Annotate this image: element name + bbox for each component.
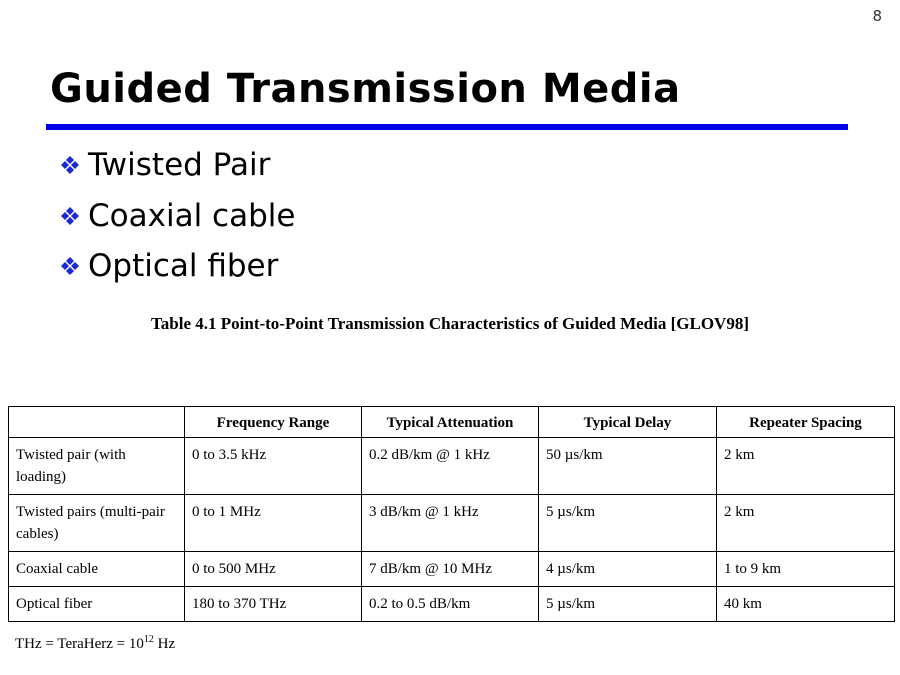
footnote-prefix: THz = TeraHerz = 10 xyxy=(15,636,144,652)
table-cell: 1 to 9 km xyxy=(717,552,895,587)
table-row xyxy=(9,552,895,587)
footnote-suffix: Hz xyxy=(153,636,176,652)
header-cell-typical-delay: Typical Delay xyxy=(539,407,717,438)
footnote xyxy=(15,636,175,653)
table-row xyxy=(9,587,895,622)
guided-media-table xyxy=(8,406,895,622)
table-cell: 0.2 dB/km @ 1 kHz xyxy=(362,438,539,495)
table-cell: Coaxial cable xyxy=(9,552,185,587)
bullet-label: Coaxial cable xyxy=(88,197,296,234)
table-cell: 5 µs/km xyxy=(539,587,717,622)
four-diamond-bullet-icon xyxy=(56,252,84,280)
four-diamond-bullet-icon xyxy=(56,151,84,179)
header-cell-frequency-range: Frequency Range xyxy=(185,407,362,438)
table-cell: 0 to 3.5 kHz xyxy=(185,438,362,495)
table-cell: 180 to 370 THz xyxy=(185,587,362,622)
table-row xyxy=(9,438,895,495)
title-underline-rule xyxy=(46,124,848,130)
table-cell: 7 dB/km @ 10 MHz xyxy=(362,552,539,587)
footnote-exponent: 12 xyxy=(143,634,154,645)
table-cell: 50 µs/km xyxy=(539,438,717,495)
table-row xyxy=(9,495,895,552)
table-cell: 0.2 to 0.5 dB/km xyxy=(362,587,539,622)
bullet-label: Optical fiber xyxy=(88,248,279,285)
bullet-list xyxy=(56,140,295,292)
table-cell: 5 µs/km xyxy=(539,495,717,552)
table-cell: Twisted pairs (multi-pair cables) xyxy=(9,495,185,552)
header-cell-repeater-spacing: Repeater Spacing xyxy=(717,407,895,438)
table-header-row xyxy=(9,407,895,438)
bullet-item xyxy=(56,241,295,292)
table-cell: 2 km xyxy=(717,438,895,495)
slide-title: Guided Transmission Media xyxy=(50,66,681,112)
bullet-label: Twisted Pair xyxy=(88,147,271,184)
four-diamond-bullet-icon xyxy=(56,202,84,230)
table-cell: Twisted pair (with loading) xyxy=(9,438,185,495)
header-cell-blank xyxy=(9,407,185,438)
page-number: 8 xyxy=(872,7,882,25)
table-caption: Table 4.1 Point-to-Point Transmission Characteristics of Guided Media [GLOV98] xyxy=(151,314,749,333)
table-cell: 40 km xyxy=(717,587,895,622)
table-cell: 4 µs/km xyxy=(539,552,717,587)
table-cell: 3 dB/km @ 1 kHz xyxy=(362,495,539,552)
bullet-item xyxy=(56,140,295,191)
table-cell: 0 to 500 MHz xyxy=(185,552,362,587)
header-cell-typical-attenuation: Typical Attenuation xyxy=(362,407,539,438)
table-cell: Optical fiber xyxy=(9,587,185,622)
bullet-item xyxy=(56,191,295,242)
table-cell: 0 to 1 MHz xyxy=(185,495,362,552)
table-cell: 2 km xyxy=(717,495,895,552)
